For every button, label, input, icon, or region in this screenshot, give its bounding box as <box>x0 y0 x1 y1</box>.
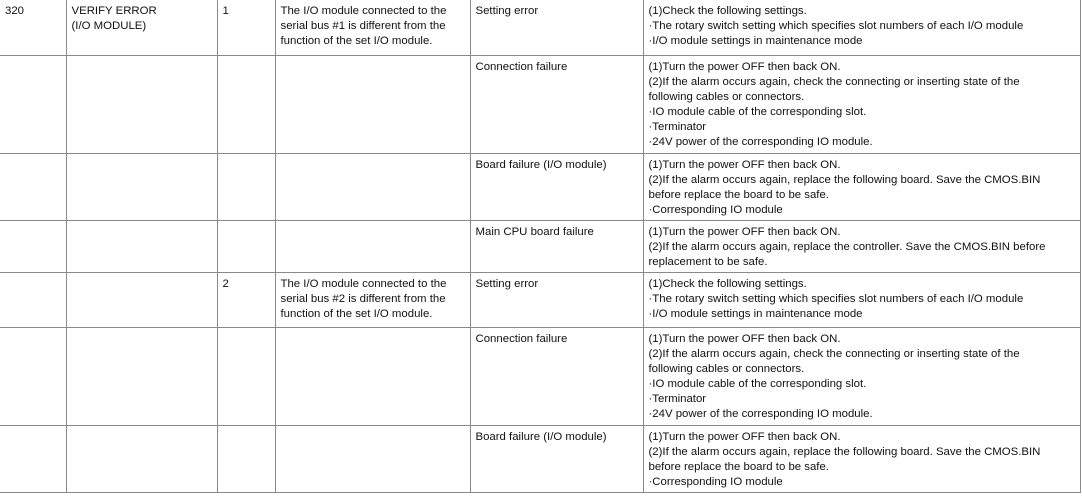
detail-code-cell <box>217 220 275 272</box>
alarm-name-cell <box>66 272 217 327</box>
remedy-cell: (1)Turn the power OFF then back ON. (2)If the alarm occurs again, check the connecting or inserting state of the following cables or connectors. ·IO module cable of the corresponding slot. ·Terminator ·24V power of the corresponding IO module. <box>643 327 1080 425</box>
cause-cell: Main CPU board failure <box>470 220 643 272</box>
alarm-code-cell <box>0 425 66 492</box>
table-row <box>0 272 1080 327</box>
alarm-code-cell <box>0 55 66 153</box>
alarm-name-cell: VERIFY ERROR (I/O MODULE) <box>66 0 217 55</box>
cause-cell: Setting error <box>470 272 643 327</box>
alarm-name-cell <box>66 327 217 425</box>
alarm-code-cell <box>0 220 66 272</box>
detail-code-cell: 1 <box>217 0 275 55</box>
table-row <box>0 425 1080 492</box>
table-row <box>0 220 1080 272</box>
cause-cell: Connection failure <box>470 327 643 425</box>
remedy-cell: (1)Check the following settings. ·The rotary switch setting which specifies slot numbers of each I/O module ·I/O module settings in maintenance mode <box>643 0 1080 55</box>
description-cell <box>275 327 470 425</box>
description-cell: The I/O module connected to the serial bus #2 is different from the function of the set I/O module. <box>275 272 470 327</box>
cause-cell: Board failure (I/O module) <box>470 153 643 220</box>
table-row <box>0 0 1080 55</box>
description-cell <box>275 220 470 272</box>
alarm-name-cell <box>66 55 217 153</box>
detail-code-cell <box>217 327 275 425</box>
alarm-name-cell <box>66 220 217 272</box>
table-row <box>0 153 1080 220</box>
alarm-code-cell <box>0 272 66 327</box>
cause-cell: Setting error <box>470 0 643 55</box>
alarm-name-cell <box>66 153 217 220</box>
cause-cell: Connection failure <box>470 55 643 153</box>
description-cell: The I/O module connected to the serial bus #1 is different from the function of the set I/O module. <box>275 0 470 55</box>
alarm-code-cell: 320 <box>0 0 66 55</box>
table-row <box>0 55 1080 153</box>
alarm-code-cell <box>0 153 66 220</box>
remedy-cell: (1)Turn the power OFF then back ON. (2)If the alarm occurs again, check the connecting or inserting state of the following cables or connectors. ·IO module cable of the corresponding slot. ·Terminator ·24V power of the corresponding IO module. <box>643 55 1080 153</box>
table-row <box>0 327 1080 425</box>
detail-code-cell <box>217 425 275 492</box>
detail-code-cell <box>217 55 275 153</box>
detail-code-cell <box>217 153 275 220</box>
remedy-cell: (1)Check the following settings. ·The rotary switch setting which specifies slot numbers of each I/O module ·I/O module settings in maintenance mode <box>643 272 1080 327</box>
cause-cell: Board failure (I/O module) <box>470 425 643 492</box>
description-cell <box>275 153 470 220</box>
detail-code-cell: 2 <box>217 272 275 327</box>
remedy-cell: (1)Turn the power OFF then back ON. (2)If the alarm occurs again, replace the following board. Save the CMOS.BIN before replace the board to be safe. ·Corresponding IO module <box>643 153 1080 220</box>
description-cell <box>275 55 470 153</box>
alarm-name-cell <box>66 425 217 492</box>
remedy-cell: (1)Turn the power OFF then back ON. (2)If the alarm occurs again, replace the controller. Save the CMOS.BIN before replacement to be safe. <box>643 220 1080 272</box>
alarm-code-cell <box>0 327 66 425</box>
remedy-cell: (1)Turn the power OFF then back ON. (2)If the alarm occurs again, replace the following board. Save the CMOS.BIN before replace the board to be safe. ·Corresponding IO module <box>643 425 1080 492</box>
description-cell <box>275 425 470 492</box>
